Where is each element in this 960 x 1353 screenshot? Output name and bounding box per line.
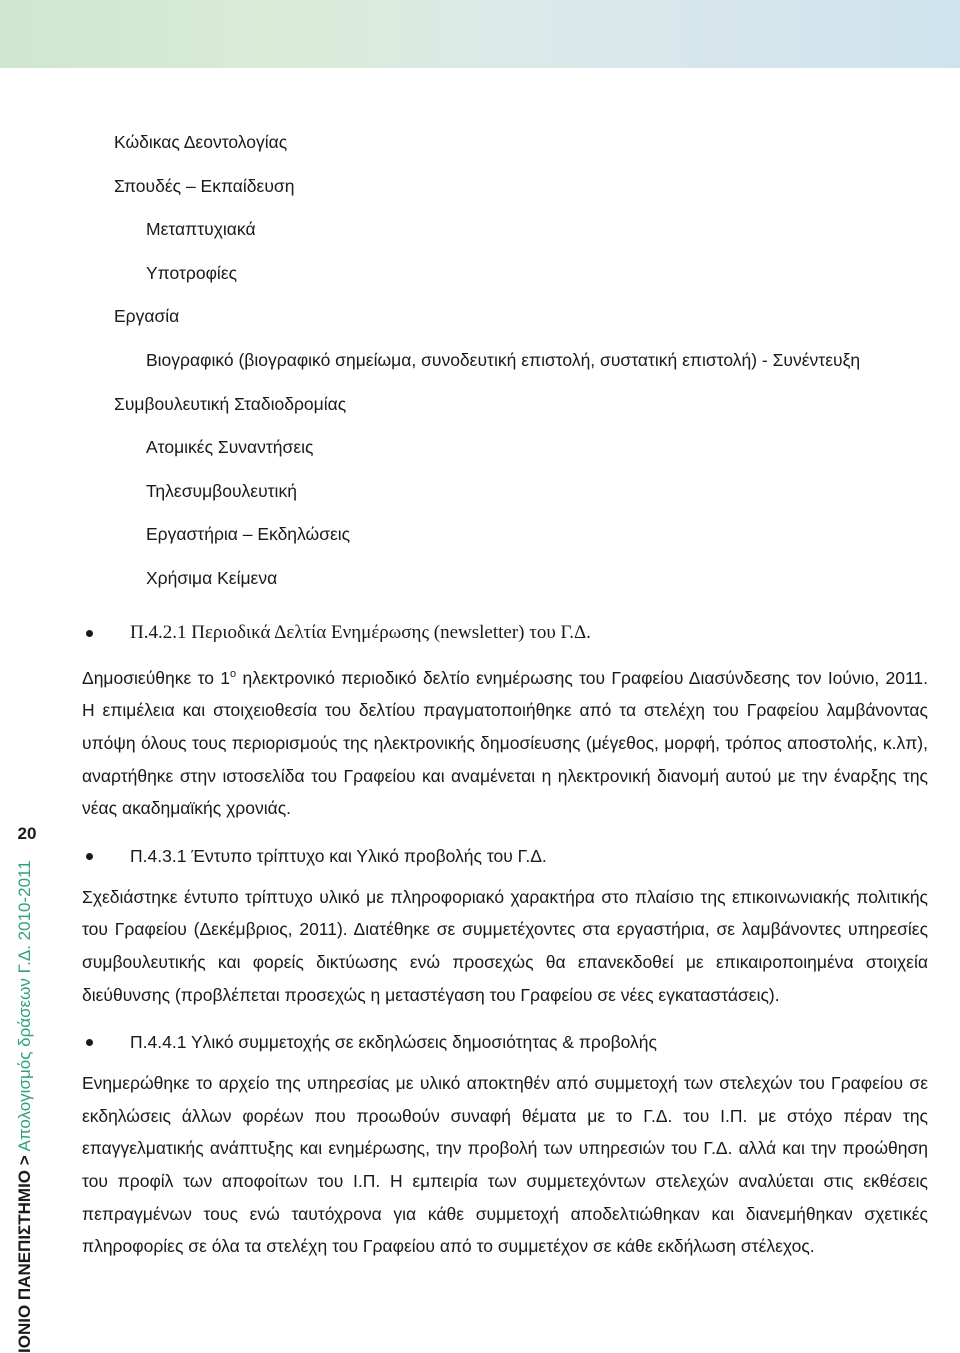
outline-subitem: Χρήσιμα Κείμενα [146,567,278,588]
section-heading [82,841,928,871]
section-heading-text: Π.4.2.1 Περιοδικά Δελτία Ενημέρωσης (newsletter) του Γ.Δ. [130,622,591,643]
university-name: ΙΟΝΙΟ ΠΑΝΕΠΙΣΤΗΜΙΟ [15,1169,34,1353]
outline-subitem: Εργαστήρια – Εκδηλώσεις [146,524,351,545]
section-paragraph: Ενημερώθηκε το αρχείο της υπηρεσίας με υλικό αποκτηθέν από συμμετοχή των στελεχών του Γραφείου σε εκδηλώσεις άλλων φορέων που προωθούν συναφή θέματα με το Γ.Δ. του Ι.Π. με στόχο πέραν της επαγγελματικής ανάπτυξης και ενημέρωσης, την προβολή των υπηρεσιών του Γ.Δ. αλλά και την προώθηση του προφίλ των αποφοίτων του Ι.Π. Η εμπειρία των συμμετεχόντων στελεχών αναλύεται στις εκθέσεις πεπραγμένων τους ενώ ταυτόχρονα για κάθε συμμετοχή αποδελτιώθηκαν και διανεμήθηκαν σχετικές πληροφορίες σε όλα τα στελέχη του Γραφείου από το συμμετέχον σε κάθε εκδήλωση στέλεχος. [82,1073,928,1257]
paragraph-rest: ηλεκτρονικό περιοδικό δελτίο ενημέρωσης του Γραφείου Διασύνδεσης τον Ιούνιο, 2011. Η επιμέλεια και στοιχειοθεσία του δελτίου πραγματοποιήθηκε από τα στελέχη του Γραφείου λαμβάνοντας υπόψη όλους τους περιορισμούς της ηλεκτρονικής δημοσίευσης (μέγεθος, μορφή, τρόπος αποστολής, κ.λπ), αναρτήθηκε στην ιστοσελίδα του Γραφείου και αναμένεται η ηλεκτρονική διανομή αυτού με την έναρξης της νέας ακαδημαϊκής χρονιάς. [82,667,929,819]
outline-item: Σπουδές – Εκπαίδευση [114,175,295,196]
outline-subitem: Μεταπτυχιακά [146,219,256,240]
paragraph-start: Δημοσιεύθηκε το 1 [82,667,231,688]
page-number: 20 [17,824,37,843]
bullet-icon [86,1039,93,1046]
outline-item: Κώδικας Δεοντολογίας [114,132,288,152]
outline-item: Συμβουλευτική Σταδιοδρομίας [114,393,347,414]
bullet-icon [86,853,93,860]
section-heading [82,618,928,648]
section-heading-text: Π.4.3.1 Έντυπο τρίπτυχο και Υλικό προβολής του Γ.Δ. [130,845,547,866]
section-heading [82,1027,928,1057]
section-paragraph [82,658,928,825]
side-running-title [10,860,40,1353]
outline-subitem: Βιογραφικό (βιογραφικό σημείωμα, συνοδευτική επιστολή, συστατική επιστολή) - Συνέντευξη [146,349,861,370]
outline-subitem: Ατομικές Συναντήσεις [146,437,314,458]
outline-subitem: Υποτροφίες [146,262,238,283]
header-band [0,0,960,68]
report-title: Απολογισμός δράσεων Γ.Δ. 2010-2011 [15,860,34,1152]
outline-subitem: Τηλεσυμβουλευτική [146,480,297,501]
site-outline [114,128,860,608]
section-paragraph: Σχεδιάστηκε έντυπο τρίπτυχο υλικό με πληροφοριακό χαρακτήρα στο πλαίσιο της επικοινωνιακής πολιτικής του Γραφείου (Δεκέμβριος, 2011). Διατέθηκε σε συμμετέχοντες στα εργαστήρια, σε λαμβάνοντες υπηρεσίες συμβουλευτικής και φορείς δικτύωσης ενώ προσεχώς θα επανεκδοθεί με επικαιροποιημένα στοιχεία διεύθυνσης (προβλέπεται προσεχώς η μεταστέγαση του Γραφείου σε νέες εγκαταστάσεις). [82,886,928,1005]
section-heading-text: Π.4.4.1 Υλικό συμμετοχής σε εκδηλώσεις δημοσιότητας & προβολής [130,1032,657,1053]
superscript: ο [230,668,237,680]
breadcrumb-arrow: > [15,1155,34,1166]
outline-item: Εργασία [114,306,180,327]
bullet-icon [86,630,93,637]
main-content [82,618,928,1263]
